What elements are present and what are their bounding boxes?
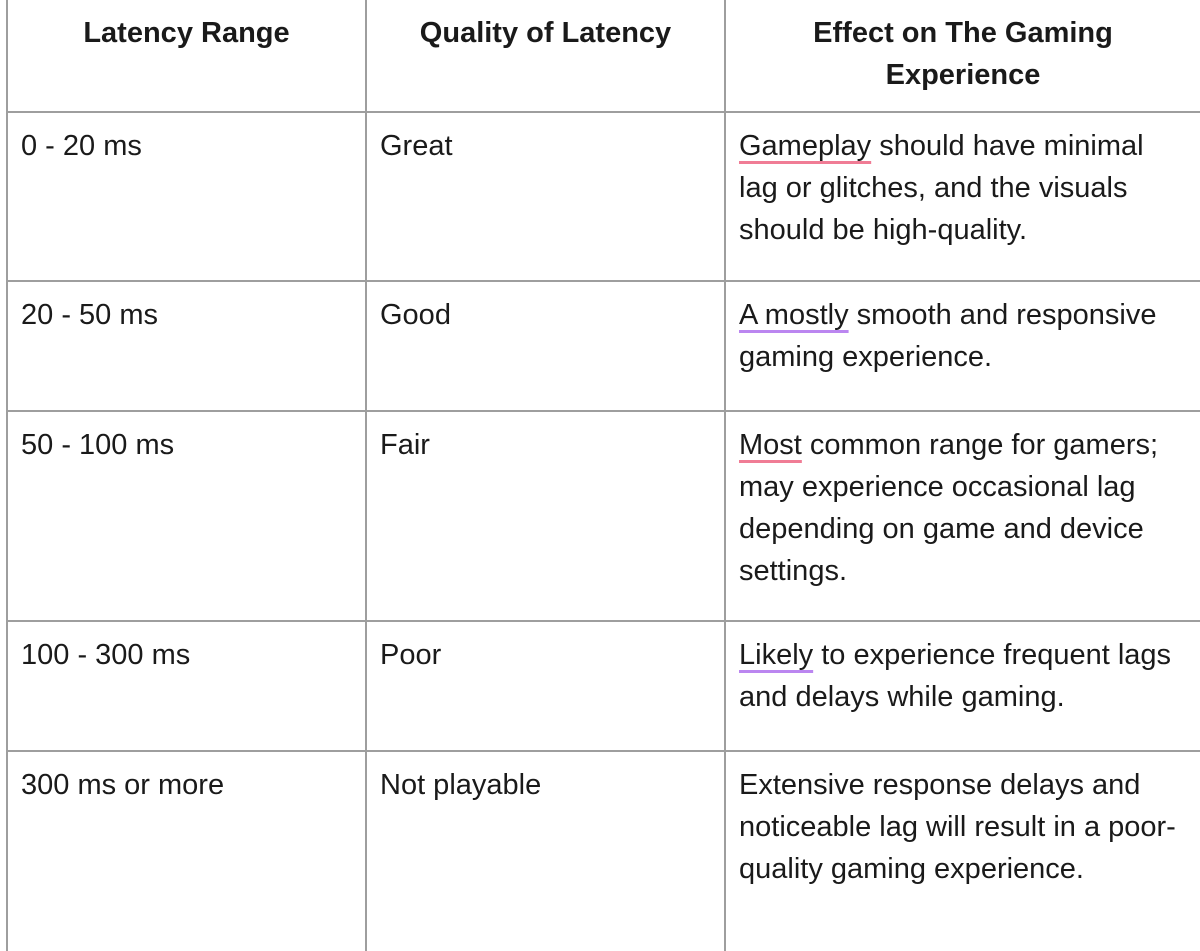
cell-latency-range: 50 - 100 ms bbox=[7, 411, 366, 621]
grammar-flagged-word[interactable]: Likely bbox=[739, 639, 814, 671]
cell-latency-range: 100 - 300 ms bbox=[7, 621, 366, 751]
cell-quality: Good bbox=[366, 281, 725, 411]
cell-quality: Not playable bbox=[366, 751, 725, 951]
cell-effect-text: Extensive response delays and noticeable lag will result in a poor-quality gaming experience. bbox=[739, 769, 1176, 885]
table-row bbox=[7, 281, 1200, 411]
cell-latency-range: 300 ms or more bbox=[7, 751, 366, 951]
cell-quality: Fair bbox=[366, 411, 725, 621]
header-latency-range: Latency Range bbox=[7, 0, 366, 112]
cell-effect-text: smooth and responsive gaming experience. bbox=[739, 299, 1157, 373]
cell-effect-text: should have minimal lag or glitches, and the visuals should be high-quality. bbox=[739, 130, 1144, 246]
cell-effect bbox=[725, 112, 1200, 281]
table-row bbox=[7, 112, 1200, 281]
header-quality-of-latency: Quality of Latency bbox=[366, 0, 725, 112]
spellcheck-flagged-word[interactable]: Most bbox=[739, 429, 802, 461]
header-effect-on-gaming: Effect on The Gaming Experience bbox=[725, 0, 1200, 112]
table-row bbox=[7, 621, 1200, 751]
table-header-row bbox=[7, 0, 1200, 112]
table-row bbox=[7, 751, 1200, 951]
grammar-flagged-phrase[interactable]: A mostly bbox=[739, 299, 849, 331]
cell-effect bbox=[725, 281, 1200, 411]
cell-effect-text: common range for gamers; may experience occasional lag depending on game and device settings. bbox=[739, 429, 1159, 587]
cell-effect bbox=[725, 751, 1200, 951]
table-row bbox=[7, 411, 1200, 621]
cell-effect-text: to experience frequent lags and delays while gaming. bbox=[739, 639, 1172, 713]
spellcheck-flagged-word[interactable]: Gameplay bbox=[739, 130, 872, 162]
cell-effect bbox=[725, 621, 1200, 751]
cell-quality: Great bbox=[366, 112, 725, 281]
latency-table-container bbox=[6, 0, 1200, 951]
cell-latency-range: 0 - 20 ms bbox=[7, 112, 366, 281]
cell-quality: Poor bbox=[366, 621, 725, 751]
cell-effect bbox=[725, 411, 1200, 621]
cell-latency-range: 20 - 50 ms bbox=[7, 281, 366, 411]
latency-table bbox=[6, 0, 1200, 951]
